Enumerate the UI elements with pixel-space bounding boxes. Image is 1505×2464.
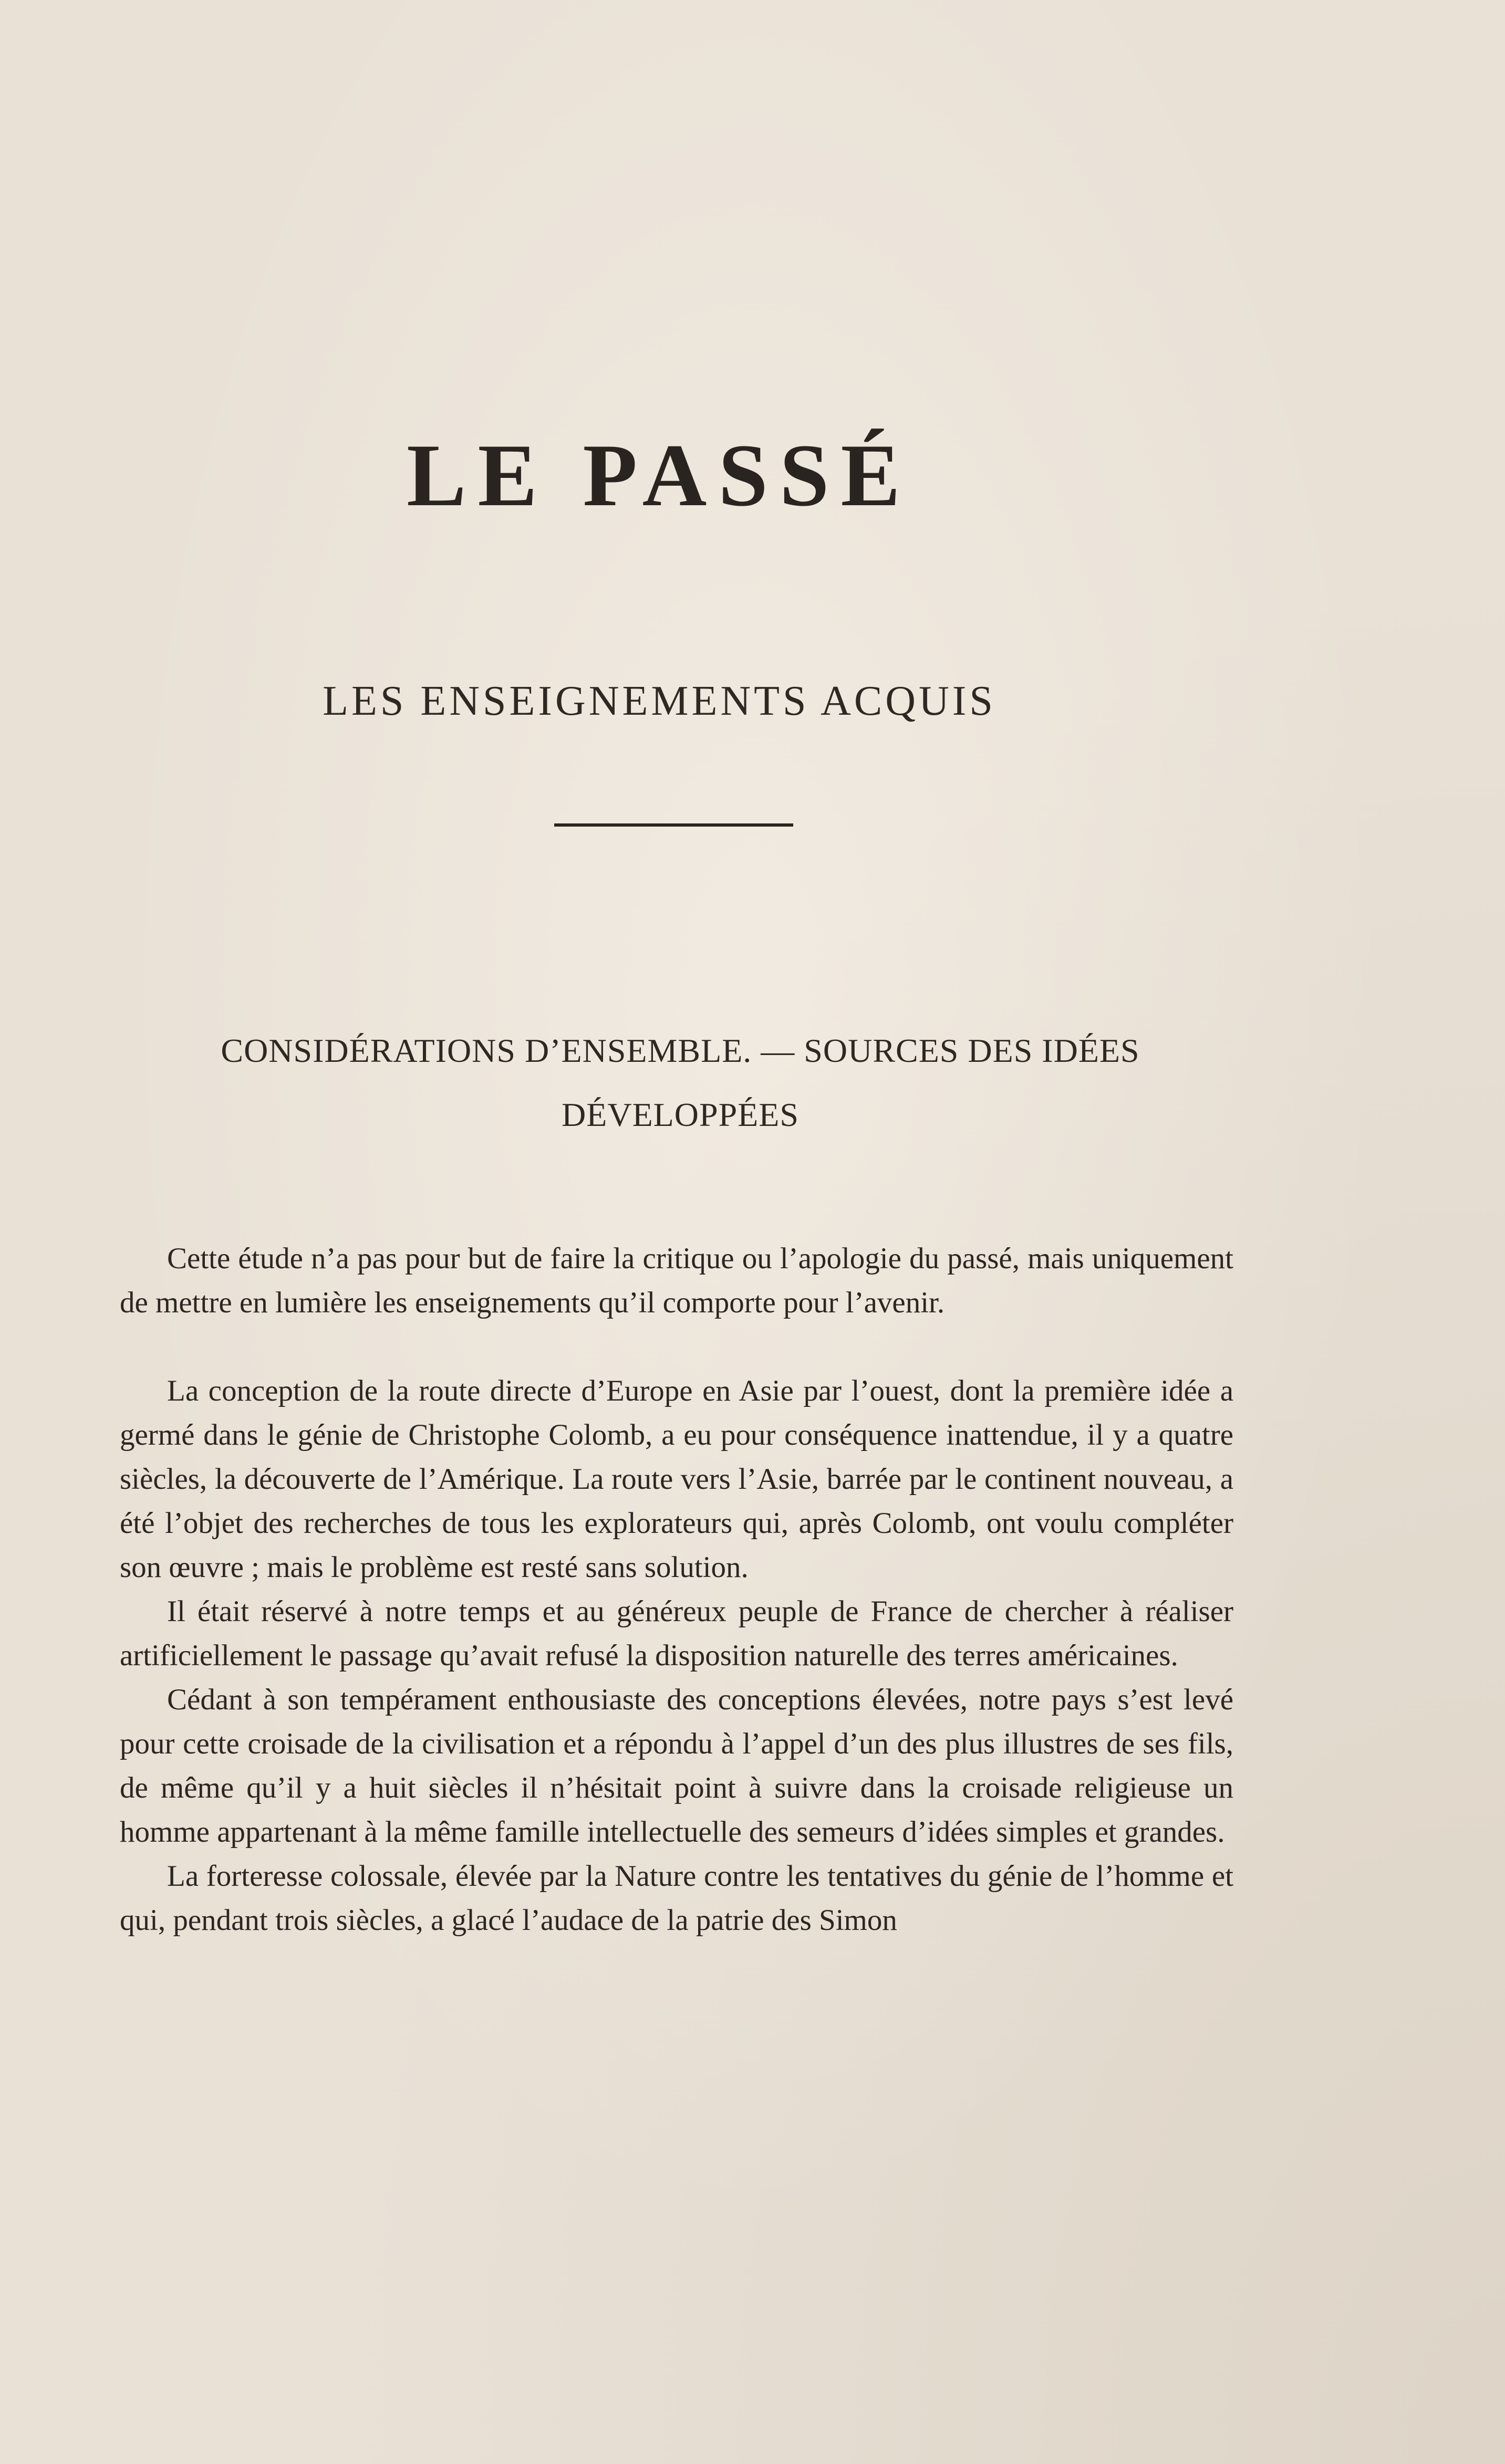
section-heading-line-2: DÉVELOPPÉES	[562, 1096, 799, 1133]
section-heading-line-1: CONSIDÉRATIONS D’ENSEMBLE. — SOURCES DES IDÉES	[221, 1032, 1140, 1069]
paragraph: La conception de la route directe d’Europe en Asie par l’ouest, dont la première idée a germé dans le génie de Christophe Colomb, a eu pour conséquence inattendue, il y a quatre siècles, la découverte de l’Amérique. La route vers l’Asie, barrée par le continent nouveau, a été l’objet des recherches de tous les explorateurs qui, après Colomb, ont voulu compléter son œuvre ; mais le problème est resté sans solution.	[120, 1374, 1233, 1584]
page-title: LE PASSÉ	[407, 426, 912, 525]
paragraph: Cette étude n’a pas pour but de faire la critique ou l’apologie du passé, mais uniquement de mettre en lumière les enseignements qu’il comporte pour l’avenir.	[120, 1242, 1233, 1319]
paragraph: Il était réservé à notre temps et au généreux peuple de France de chercher à réaliser artificiellement le passage qu’avait refusé la disposition naturelle des terres américaines.	[120, 1595, 1233, 1672]
title-divider	[554, 823, 793, 827]
body-text	[120, 1237, 1233, 1943]
paragraph: La forteresse colossale, élevée par la Nature contre les tentatives du génie de l’homme et qui, pendant trois siècles, a glacé l’audace de la patrie des Simon	[120, 1860, 1233, 1937]
paragraph: Cédant à son tempérament enthousiaste des conceptions élevées, notre pays s’est levé pour cette croisade de la civilisation et a répondu à l’appel d’un des plus illustres de ses fils, de même qu’il y a huit siècles il n’hésitait point à suivre dans la croisade religieuse un homme appartenant à la même famille intellectuelle des semeurs d’idées simples et grandes.	[120, 1683, 1233, 1849]
page-subtitle: LES ENSEIGNEMENTS ACQUIS	[323, 678, 996, 724]
section-heading	[121, 1019, 1240, 1147]
